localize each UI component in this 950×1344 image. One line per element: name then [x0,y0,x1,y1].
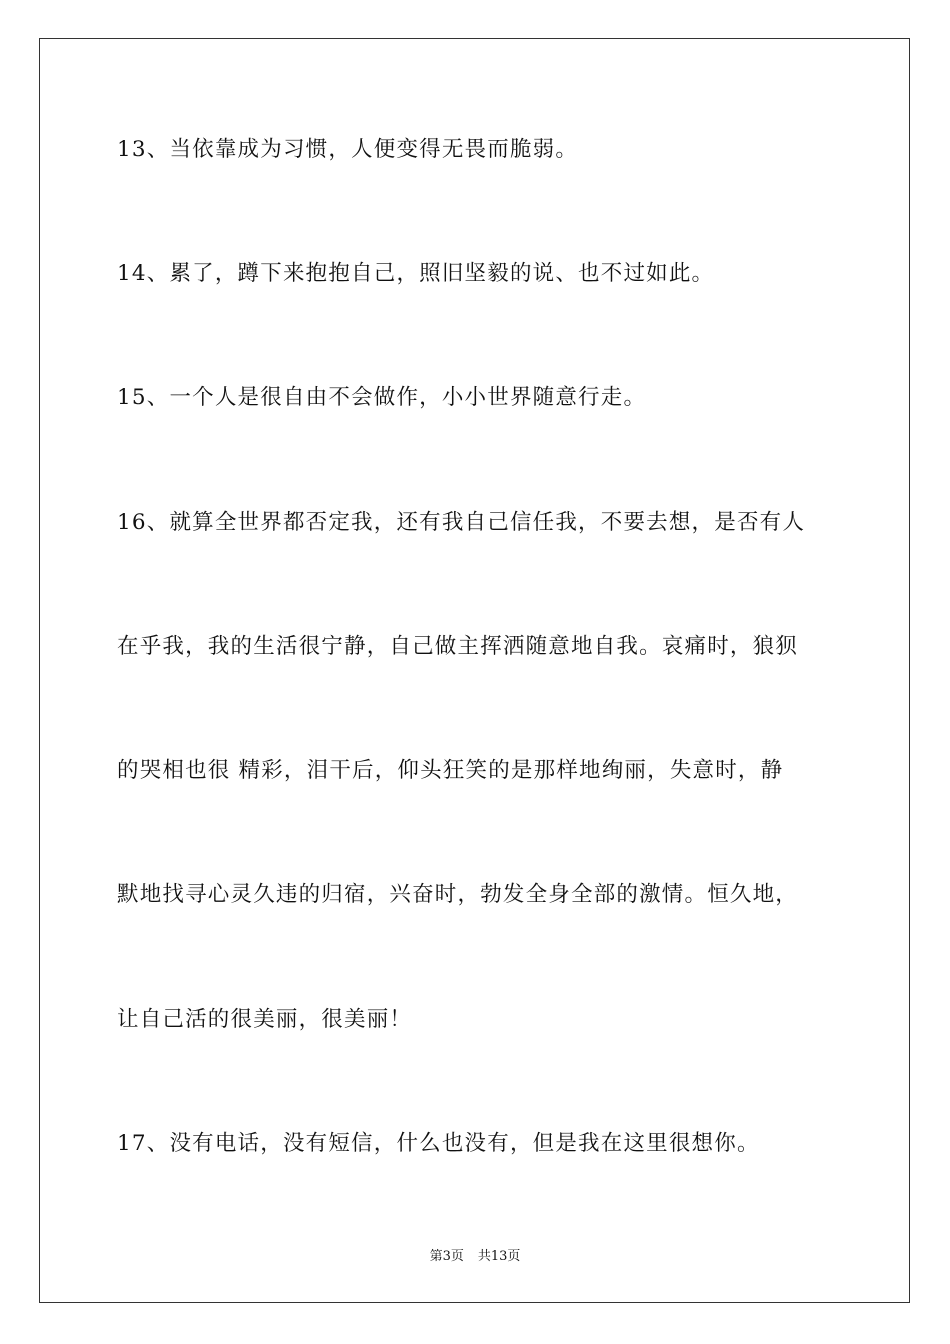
text-line-16-part-4: 默地找寻心灵久违的归宿，兴奋时，勃发全身全部的激情。恒久地， [117,882,799,907]
page-footer [0,1248,950,1266]
text-line-16-part-5: 让自己活的很美丽，很美丽！ [117,1007,413,1032]
text-line-16-part-3: 的哭相也很 精彩，泪干后，仰头狂笑的是那样地绚丽，失意时，静 [117,758,784,783]
text-line-17: 17、没有电话，没有短信，什么也没有，但是我在这里很想你。 [117,1131,760,1156]
text-line-15: 15、一个人是很自由不会做作，小小世界随意行走。 [117,385,647,410]
page-total: 共13页 [477,1249,521,1264]
text-line-16-part-2: 在乎我，我的生活很宁静，自己做主挥洒随意地自我。哀痛时，狼狈 [117,634,799,659]
page-number: 第3页 [429,1249,464,1264]
text-line-13: 13、当依靠成为习惯，人便变得无畏而脆弱。 [117,137,579,162]
page-border [39,38,910,1303]
text-line-14: 14、累了，蹲下来抱抱自己，照旧坚毅的说、也不过如此。 [117,261,715,286]
text-line-16-part-1: 16、就算全世界都否定我，还有我自己信任我，不要去想，是否有人 [117,510,806,535]
